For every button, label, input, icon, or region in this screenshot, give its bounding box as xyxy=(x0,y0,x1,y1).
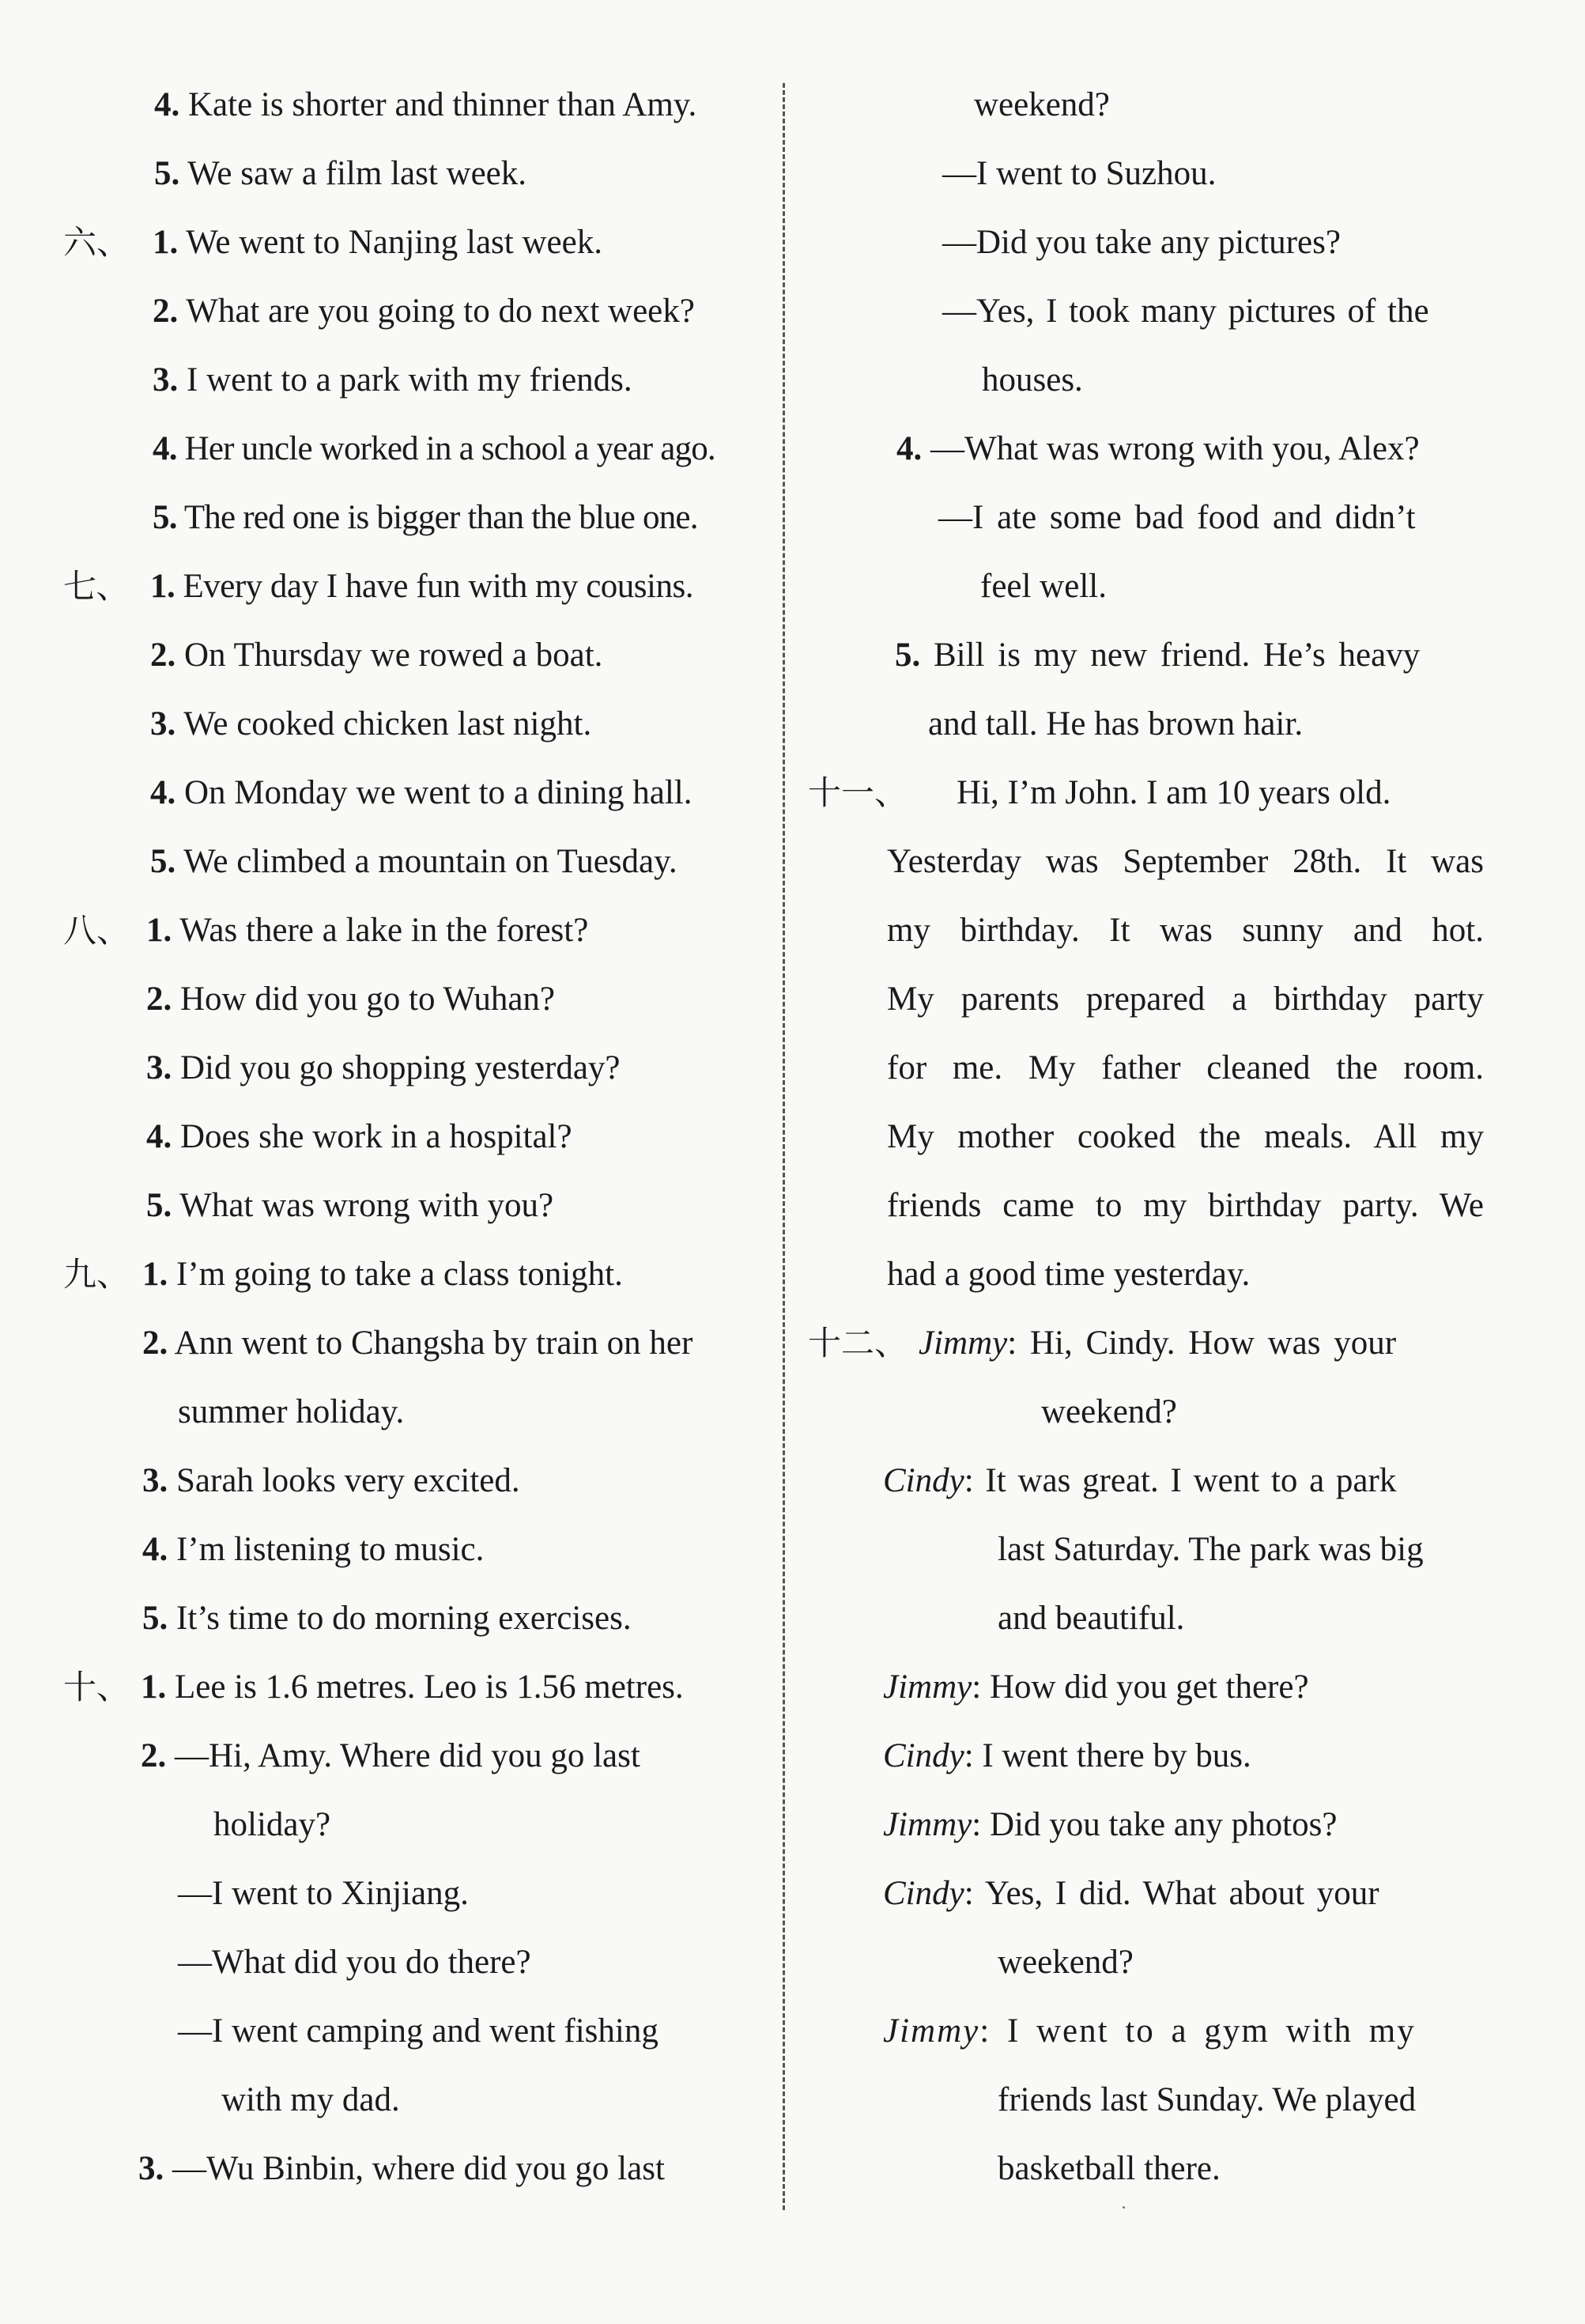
dialogue-line: Jimmy: Did you take any photos? xyxy=(883,1806,1338,1843)
list-item: 3. Sarah looks very excited. xyxy=(142,1462,520,1499)
dialogue-continuation: and beautiful. xyxy=(998,1600,1185,1637)
paragraph-line: Yesterday was September 28th. It was xyxy=(887,843,1484,880)
section-label: 八、 xyxy=(63,911,130,950)
list-item: 3. Did you go shopping yesterday? xyxy=(146,1049,621,1086)
list-item: 4. Does she work in a hospital? xyxy=(146,1118,572,1155)
section-label: 十二、 xyxy=(808,1324,908,1362)
list-item: 5. We saw a film last week. xyxy=(154,155,527,192)
dialogue-line: —Did you take any pictures? xyxy=(942,224,1341,261)
section-label: 十、 xyxy=(63,1668,130,1706)
speaker-name: Jimmy xyxy=(883,2012,980,2050)
dialogue-line: Cindy: I went there by bus. xyxy=(883,1737,1251,1774)
dialogue-line: Jimmy: I went to a gym with my xyxy=(883,2012,1416,2050)
dialogue-line: —I went to Suzhou. xyxy=(942,155,1217,192)
speaker-name: Jimmy xyxy=(883,1806,972,1843)
dialogue-continuation: last Saturday. The park was big xyxy=(998,1531,1424,1568)
list-item: 十、 1. Lee is 1.6 metres. Leo is 1.56 metres. xyxy=(63,1665,759,1733)
list-item: 3. —Wu Binbin, where did you go last xyxy=(138,2150,665,2187)
paragraph-line: My mother cooked the meals. All my xyxy=(887,1118,1484,1155)
paragraph-line: friends came to my birthday party. We xyxy=(887,1187,1484,1224)
list-item: 4. On Monday we went to a dining hall. xyxy=(150,774,692,811)
list-item: 5. The red one is bigger than the blue one. xyxy=(153,499,698,536)
paragraph-line: for me. My father cleaned the room. xyxy=(887,1049,1484,1086)
list-item: 5. It’s time to do morning exercises. xyxy=(142,1600,632,1637)
speaker-name: Cindy xyxy=(883,1875,964,1912)
list-item-continuation: holiday? xyxy=(213,1806,331,1843)
section-label: 六、 xyxy=(63,223,130,262)
list-item: 4. I’m listening to music. xyxy=(142,1531,485,1568)
paragraph-line: My parents prepared a birthday party xyxy=(887,981,1484,1018)
list-item: 2. On Thursday we rowed a boat. xyxy=(150,637,603,674)
dialogue-line: houses. xyxy=(982,361,1083,399)
dialogue-line: —I ate some bad food and didn’t xyxy=(938,499,1416,536)
dialogue-line: with my dad. xyxy=(221,2081,400,2118)
dialogue-continuation: friends last Sunday. We played xyxy=(998,2081,1417,2118)
dialogue-line: Jimmy: How did you get there? xyxy=(883,1668,1309,1706)
list-item: 4. Kate is shorter and thinner than Amy. xyxy=(154,86,697,123)
list-item: 八、 1. Was there a lake in the forest? xyxy=(63,908,759,977)
dialogue-line: Cindy: Yes, I did. What about your xyxy=(883,1875,1379,1912)
list-item: 3. We cooked chicken last night. xyxy=(150,705,592,743)
speaker-name: Cindy xyxy=(883,1737,964,1774)
list-item: 2. —Hi, Amy. Where did you go last xyxy=(141,1737,640,1774)
section-label: 十一、 xyxy=(808,773,908,812)
dialogue-line: —What did you do there? xyxy=(178,1944,531,1981)
paragraph-line: 十一、 Hi, I’m John. I am 10 years old. xyxy=(808,770,1504,839)
dialogue-line: Cindy: It was great. I went to a park xyxy=(883,1462,1397,1499)
dialogue-continuation: weekend? xyxy=(1041,1393,1177,1430)
list-item: 5. We climbed a mountain on Tuesday. xyxy=(150,843,677,880)
speaker-name: Cindy xyxy=(883,1462,964,1499)
dialogue-line: —Yes, I took many pictures of the xyxy=(942,293,1429,330)
list-item: 七、 1. Every day I have fun with my cousins. xyxy=(63,564,759,633)
list-item: 3. I went to a park with my friends. xyxy=(153,361,632,399)
list-item-continuation: and tall. He has brown hair. xyxy=(928,705,1304,743)
list-item: 4. Her uncle worked in a school a year ago. xyxy=(153,430,715,467)
list-item: 九、 1. I’m going to take a class tonight. xyxy=(63,1252,759,1321)
list-item: 六、 1. We went to Nanjing last week. xyxy=(63,220,759,289)
dialogue-line: weekend? xyxy=(974,86,1110,123)
column-divider xyxy=(783,83,785,2210)
paragraph-line: had a good time yesterday. xyxy=(887,1256,1251,1293)
dialogue-continuation: basketball there. xyxy=(998,2150,1221,2187)
section-label: 九、 xyxy=(63,1255,130,1294)
left-column xyxy=(63,82,759,2215)
right-column xyxy=(808,82,1504,2215)
scan-speck xyxy=(1123,2206,1125,2209)
list-item: 4. —What was wrong with you, Alex? xyxy=(896,430,1420,467)
paragraph-line: my birthday. It was sunny and hot. xyxy=(887,912,1484,949)
list-item: 2. Ann went to Changsha by train on her xyxy=(142,1324,693,1362)
dialogue-line: 十二、 Jimmy: Hi, Cindy. How was your xyxy=(808,1321,1504,1389)
speaker-name: Jimmy xyxy=(883,1668,972,1706)
dialogue-continuation: weekend? xyxy=(998,1944,1134,1981)
list-item: 2. How did you go to Wuhan? xyxy=(146,981,556,1018)
list-item: 5. Bill is my new friend. He’s heavy xyxy=(895,637,1421,674)
dialogue-line: —I went to Xinjiang. xyxy=(178,1875,469,1912)
section-label: 七、 xyxy=(63,567,130,606)
dialogue-line: feel well. xyxy=(980,568,1107,605)
list-item: 5. What was wrong with you? xyxy=(146,1187,554,1224)
dialogue-line: —I went camping and went fishing xyxy=(178,2012,659,2050)
list-item-continuation: summer holiday. xyxy=(178,1393,405,1430)
speaker-name: Jimmy xyxy=(919,1324,1008,1362)
list-item: 2. What are you going to do next week? xyxy=(153,293,695,330)
